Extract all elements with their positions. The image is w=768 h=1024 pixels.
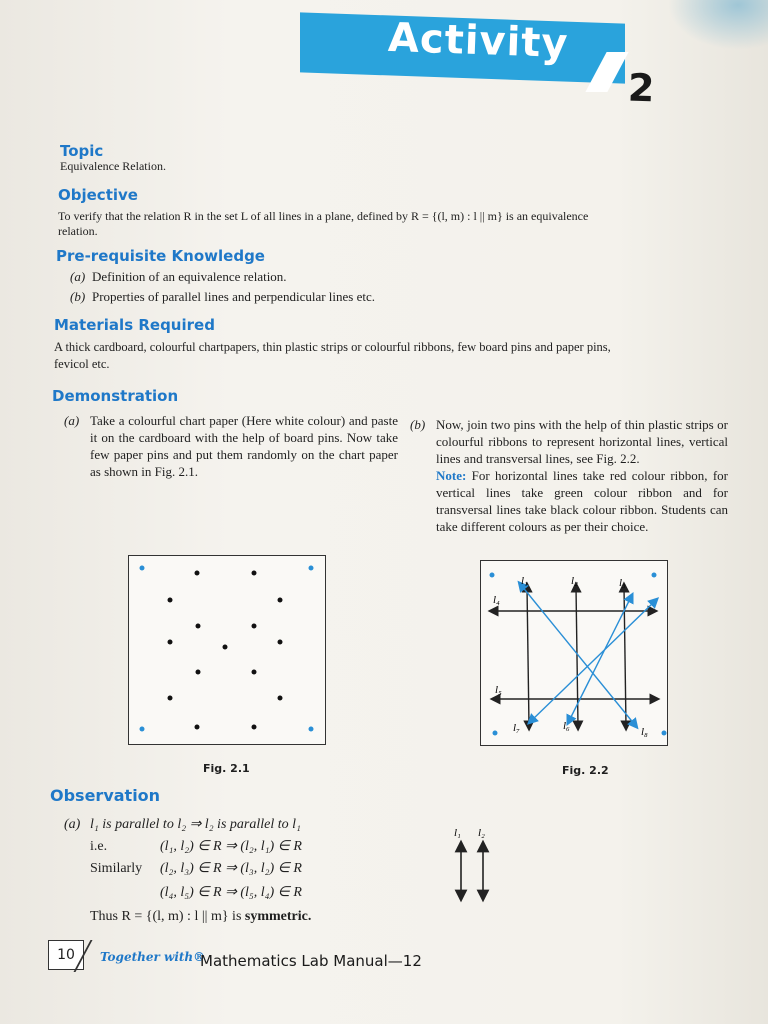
step-a-label: (a): [64, 413, 80, 428]
paper-pin: [252, 670, 257, 675]
prerequisite-item-label: (a): [70, 269, 86, 284]
footer-brand: Together with®: [100, 950, 206, 964]
paper-pin: [252, 571, 257, 576]
prerequisite-item-label: (b): [70, 289, 86, 304]
corner-shade: [668, 0, 768, 50]
observation-conclusion: symmetric.: [244, 909, 312, 924]
paper-pin: [196, 624, 201, 629]
observation-text: Thus R = {(l, m) : l || m} is: [90, 909, 242, 924]
step-b-label: (b): [410, 417, 426, 432]
paper-pin: [223, 645, 228, 650]
paper-pin: [252, 624, 257, 629]
materials-heading: Materials Required: [54, 316, 215, 334]
side-label-l1: l₁: [454, 827, 461, 839]
observation-heading: Observation: [50, 786, 161, 805]
observation-label: Similarly: [90, 861, 143, 876]
page-number: 10: [48, 940, 84, 970]
paper-pin: [278, 598, 283, 603]
label-l7: l₇: [513, 722, 520, 734]
board-pin: [652, 573, 657, 578]
figure-2-2-lines: [481, 561, 667, 745]
observation-line-4: [160, 882, 302, 904]
transversal-line-l7: [531, 601, 655, 721]
observation-text: l₁ is parallel to l₂ ⇒ l₂ is parallel to l₁: [90, 817, 301, 832]
observation-text: (l₄, l₅) ∈ R ⇒ (l₅, l₄) ∈ R: [160, 885, 302, 900]
paper-pin: [195, 725, 200, 730]
figure-2-1-pins: [129, 556, 325, 744]
label-l1: l₁: [521, 575, 528, 587]
figure-2-1-caption: Fig. 2.1: [203, 762, 250, 775]
board-pin: [140, 566, 145, 571]
objective-heading: Objective: [58, 186, 138, 204]
paper-pin: [195, 571, 200, 576]
observation-line-2: [90, 836, 302, 858]
observation-label: i.e.: [90, 839, 108, 854]
objective-line-2: relation.: [58, 224, 98, 238]
vertical-line-l1: [527, 587, 529, 726]
prerequisite-heading: Pre-requisite Knowledge: [56, 247, 265, 265]
observation-line-5: [90, 906, 311, 928]
paper-pin: [168, 640, 173, 645]
paper-pin: [196, 670, 201, 675]
observation-text: (l₂, l₃) ∈ R ⇒ (l₃, l₂) ∈ R: [160, 861, 302, 876]
demonstration-step-b: [410, 416, 728, 535]
objective-line-1: To verify that the relation R in the set L of all lines in a plane, defined by R = {(l, m) : l || m} is an equivalence: [58, 209, 589, 223]
paper-pin: [278, 696, 283, 701]
board-pin: [493, 731, 498, 736]
observation-line-3: [90, 858, 302, 880]
parallel-lines-figure: [448, 824, 498, 904]
label-l6: l₆: [563, 720, 570, 732]
board-pin: [662, 731, 667, 736]
activity-number: 2: [627, 65, 656, 111]
demonstration-heading: Demonstration: [52, 387, 179, 405]
board-pin: [140, 727, 145, 732]
step-b-text: Now, join two pins with the help of thin plastic strips or colourful ribbons to represent horizontal lines, vertical lines and transversal lines, see Fig. 2.2.: [436, 417, 728, 466]
figure-2-2-caption: Fig. 2.2: [562, 764, 609, 777]
label-l3: l₃: [619, 577, 626, 589]
paper-pin: [252, 725, 257, 730]
board-pin: [309, 566, 314, 571]
materials-line-2: fevicol etc.: [54, 357, 110, 371]
footer-title: Mathematics Lab Manual—12: [200, 952, 422, 970]
activity-title: Activity: [387, 14, 570, 68]
label-l2: l₂: [571, 575, 578, 587]
prerequisite-item-text: Properties of parallel lines and perpendicular lines etc.: [92, 289, 376, 304]
label-l8: l₈: [641, 726, 648, 738]
demonstration-step-a: [64, 412, 398, 480]
side-label-l2: l₂: [478, 827, 485, 839]
materials-line-1: A thick cardboard, colourful chartpapers, thin plastic strips or colourful ribbons, few board pins and paper pins,: [54, 340, 611, 354]
board-pin: [490, 573, 495, 578]
label-l5: l₅: [495, 684, 502, 696]
note-text: For horizontal lines take red colour ribbon, for vertical lines take green colour ribbon and for transversal lines take black colour ribbon. Students can take different colours as per their choice.: [436, 468, 728, 534]
board-pin: [309, 727, 314, 732]
observation-text: (l₁, l₂) ∈ R ⇒ (l₂, l₁) ∈ R: [160, 839, 302, 854]
figure-2-1: [128, 555, 326, 745]
transversal-line-l6: [569, 597, 631, 721]
label-l4: l₄: [493, 594, 500, 606]
step-b-note: [410, 467, 728, 535]
figure-2-2: [480, 560, 668, 746]
paper-pin: [168, 696, 173, 701]
observation-label: (a): [64, 817, 81, 832]
paper-pin: [168, 598, 173, 603]
note-label: Note:: [436, 468, 467, 483]
prerequisite-item-a: [70, 268, 287, 285]
prerequisite-item-text: Definition of an equivalence relation.: [92, 269, 287, 284]
observation-line-1: [64, 814, 301, 836]
step-a-text: Take a colourful chart paper (Here white colour) and paste it on the cardboard with the help of board pins. Now take few paper pins and put them randomly on the chart paper as shown in Fig. 2.1.: [90, 413, 398, 479]
topic-text: Equivalence Relation.: [60, 159, 166, 173]
prerequisite-item-b: [70, 288, 375, 305]
topic-heading: Topic: [60, 142, 104, 160]
paper-pin: [278, 640, 283, 645]
